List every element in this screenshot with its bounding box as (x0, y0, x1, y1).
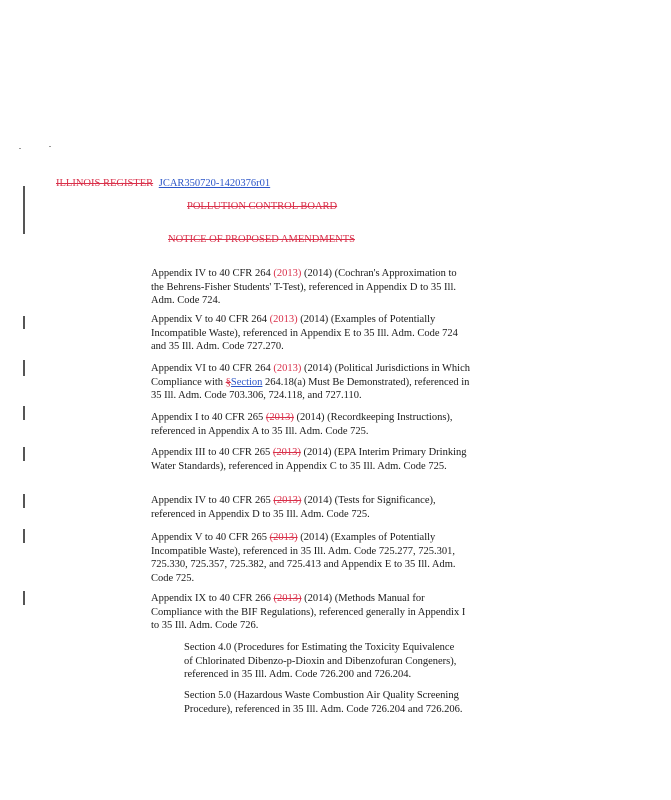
para-text: Appendix VI to 40 CFR 264 (151, 363, 274, 374)
deleted-year: (2013) (269, 532, 298, 543)
new-year: (2014) (303, 447, 332, 458)
paragraph-appendix-iv-264 (151, 267, 471, 308)
jcar-id: JCAR350720-1420376r01 (158, 178, 271, 189)
para-text: Appendix IX to 40 CFR 266 (151, 593, 274, 604)
deleted-year: (2013) (273, 363, 302, 374)
paragraph-appendix-i-265 (151, 411, 471, 438)
paragraph-appendix-vi-264 (151, 362, 471, 403)
deleted-year: (2013) (272, 447, 301, 458)
notice-title-struck: NOTICE OF PROPOSED AMENDMENTS (168, 234, 355, 245)
change-bar (23, 529, 25, 543)
board-title-struck: POLLUTION CONTROL BOARD (187, 201, 338, 212)
subsection-5-0: Section 5.0 (Hazardous Waste Combustion Air Quality Screening Procedure), referenced in 35 Ill. Adm. Code 726.204 and 726.206. (184, 690, 463, 715)
new-year: (2014) (296, 412, 325, 423)
scan-speck (19, 148, 21, 149)
para-text: Appendix I to 40 CFR 265 (151, 412, 266, 423)
change-bar (23, 591, 25, 605)
para-text: Appendix III to 40 CFR 265 (151, 447, 273, 458)
para-text: (Cochran's Approximation to the Behrens-Fisher Students' T-Test), referenced in Appendix D to 35 Ill. Adm. Code 724. (151, 268, 457, 307)
para-text: Appendix V to 40 CFR 265 (151, 532, 270, 543)
deleted-year: (2013) (273, 268, 302, 279)
deleted-year: (2013) (273, 495, 302, 506)
para-text: (Examples of Potentially Incompatible Waste), referenced in 35 Ill. Adm. Code 725.277, 725.301, 725.330, 725.357, 725.382, and 725.413 and Appendix E to 35 Ill. Adm. Code 725. (151, 532, 456, 584)
paragraph-appendix-iv-265 (151, 494, 471, 521)
para-text: (Examples of Potentially Incompatible Waste), referenced in Appendix E to 35 Ill. Adm. Code 724 and 35 Ill. Adm. Code 727.270. (151, 314, 458, 353)
change-bar (23, 316, 25, 329)
para-text: (Political Jurisdictions in Which Compliance with (151, 363, 470, 388)
change-bar (23, 406, 25, 420)
new-year: (2014) (303, 495, 332, 506)
paragraph-appendix-iii-265 (151, 446, 471, 473)
new-year: (2014) (304, 593, 333, 604)
subsection-4-0: Section 4.0 (Procedures for Estimating the Toxicity Equivalence of Chlorinated Dibenzo-p-Dioxin and Dibenzofuran Congeners), referenced in 35 Ill. Adm. Code 726.200 and 726.204. (184, 642, 457, 681)
paragraph-appendix-v-264 (151, 313, 471, 354)
scan-speck (49, 146, 51, 147)
change-bar (23, 447, 25, 461)
para-text: (Methods Manual for Compliance with the BIF Regulations), referenced generally in Appendix I to 35 Ill. Adm. Code 726. (151, 593, 466, 632)
register-title-struck: ILLINOIS REGISTER (56, 178, 154, 189)
para-text: Appendix IV to 40 CFR 265 (151, 495, 274, 506)
new-year: (2014) (300, 532, 329, 543)
deleted-year: (2013) (273, 593, 302, 604)
para-text: Appendix IV to 40 CFR 264 (151, 268, 274, 279)
inserted-section-word: Section (230, 376, 263, 388)
paragraph-appendix-ix-266 (151, 592, 471, 633)
change-bar (23, 186, 25, 234)
new-year: (2014) (303, 268, 332, 279)
new-year: (2014) (303, 363, 332, 374)
para-text: (Tests for Significance), referenced in Appendix D to 35 Ill. Adm. Code 725. (151, 495, 436, 520)
para-text: 264.18(a) Must Be Demonstrated), referenced in 35 Ill. Adm. Code 703.306, 724.118, and 727.110. (151, 376, 470, 402)
change-bar (23, 360, 25, 376)
deleted-section-symbol: § (225, 376, 231, 388)
deleted-year: (2013) (265, 412, 294, 423)
paragraph-appendix-v-265 (151, 531, 471, 585)
deleted-year: (2013) (269, 314, 298, 325)
change-bar (23, 494, 25, 508)
new-year: (2014) (300, 314, 329, 325)
para-text: Appendix V to 40 CFR 264 (151, 314, 270, 325)
para-text: (Recordkeeping Instructions), referenced in Appendix A to 35 Ill. Adm. Code 725. (151, 412, 453, 437)
register-header (56, 178, 270, 189)
para-text: (EPA Interim Primary Drinking Water Standards), referenced in Appendix C to 35 Ill. Adm. Code 725. (151, 447, 467, 472)
